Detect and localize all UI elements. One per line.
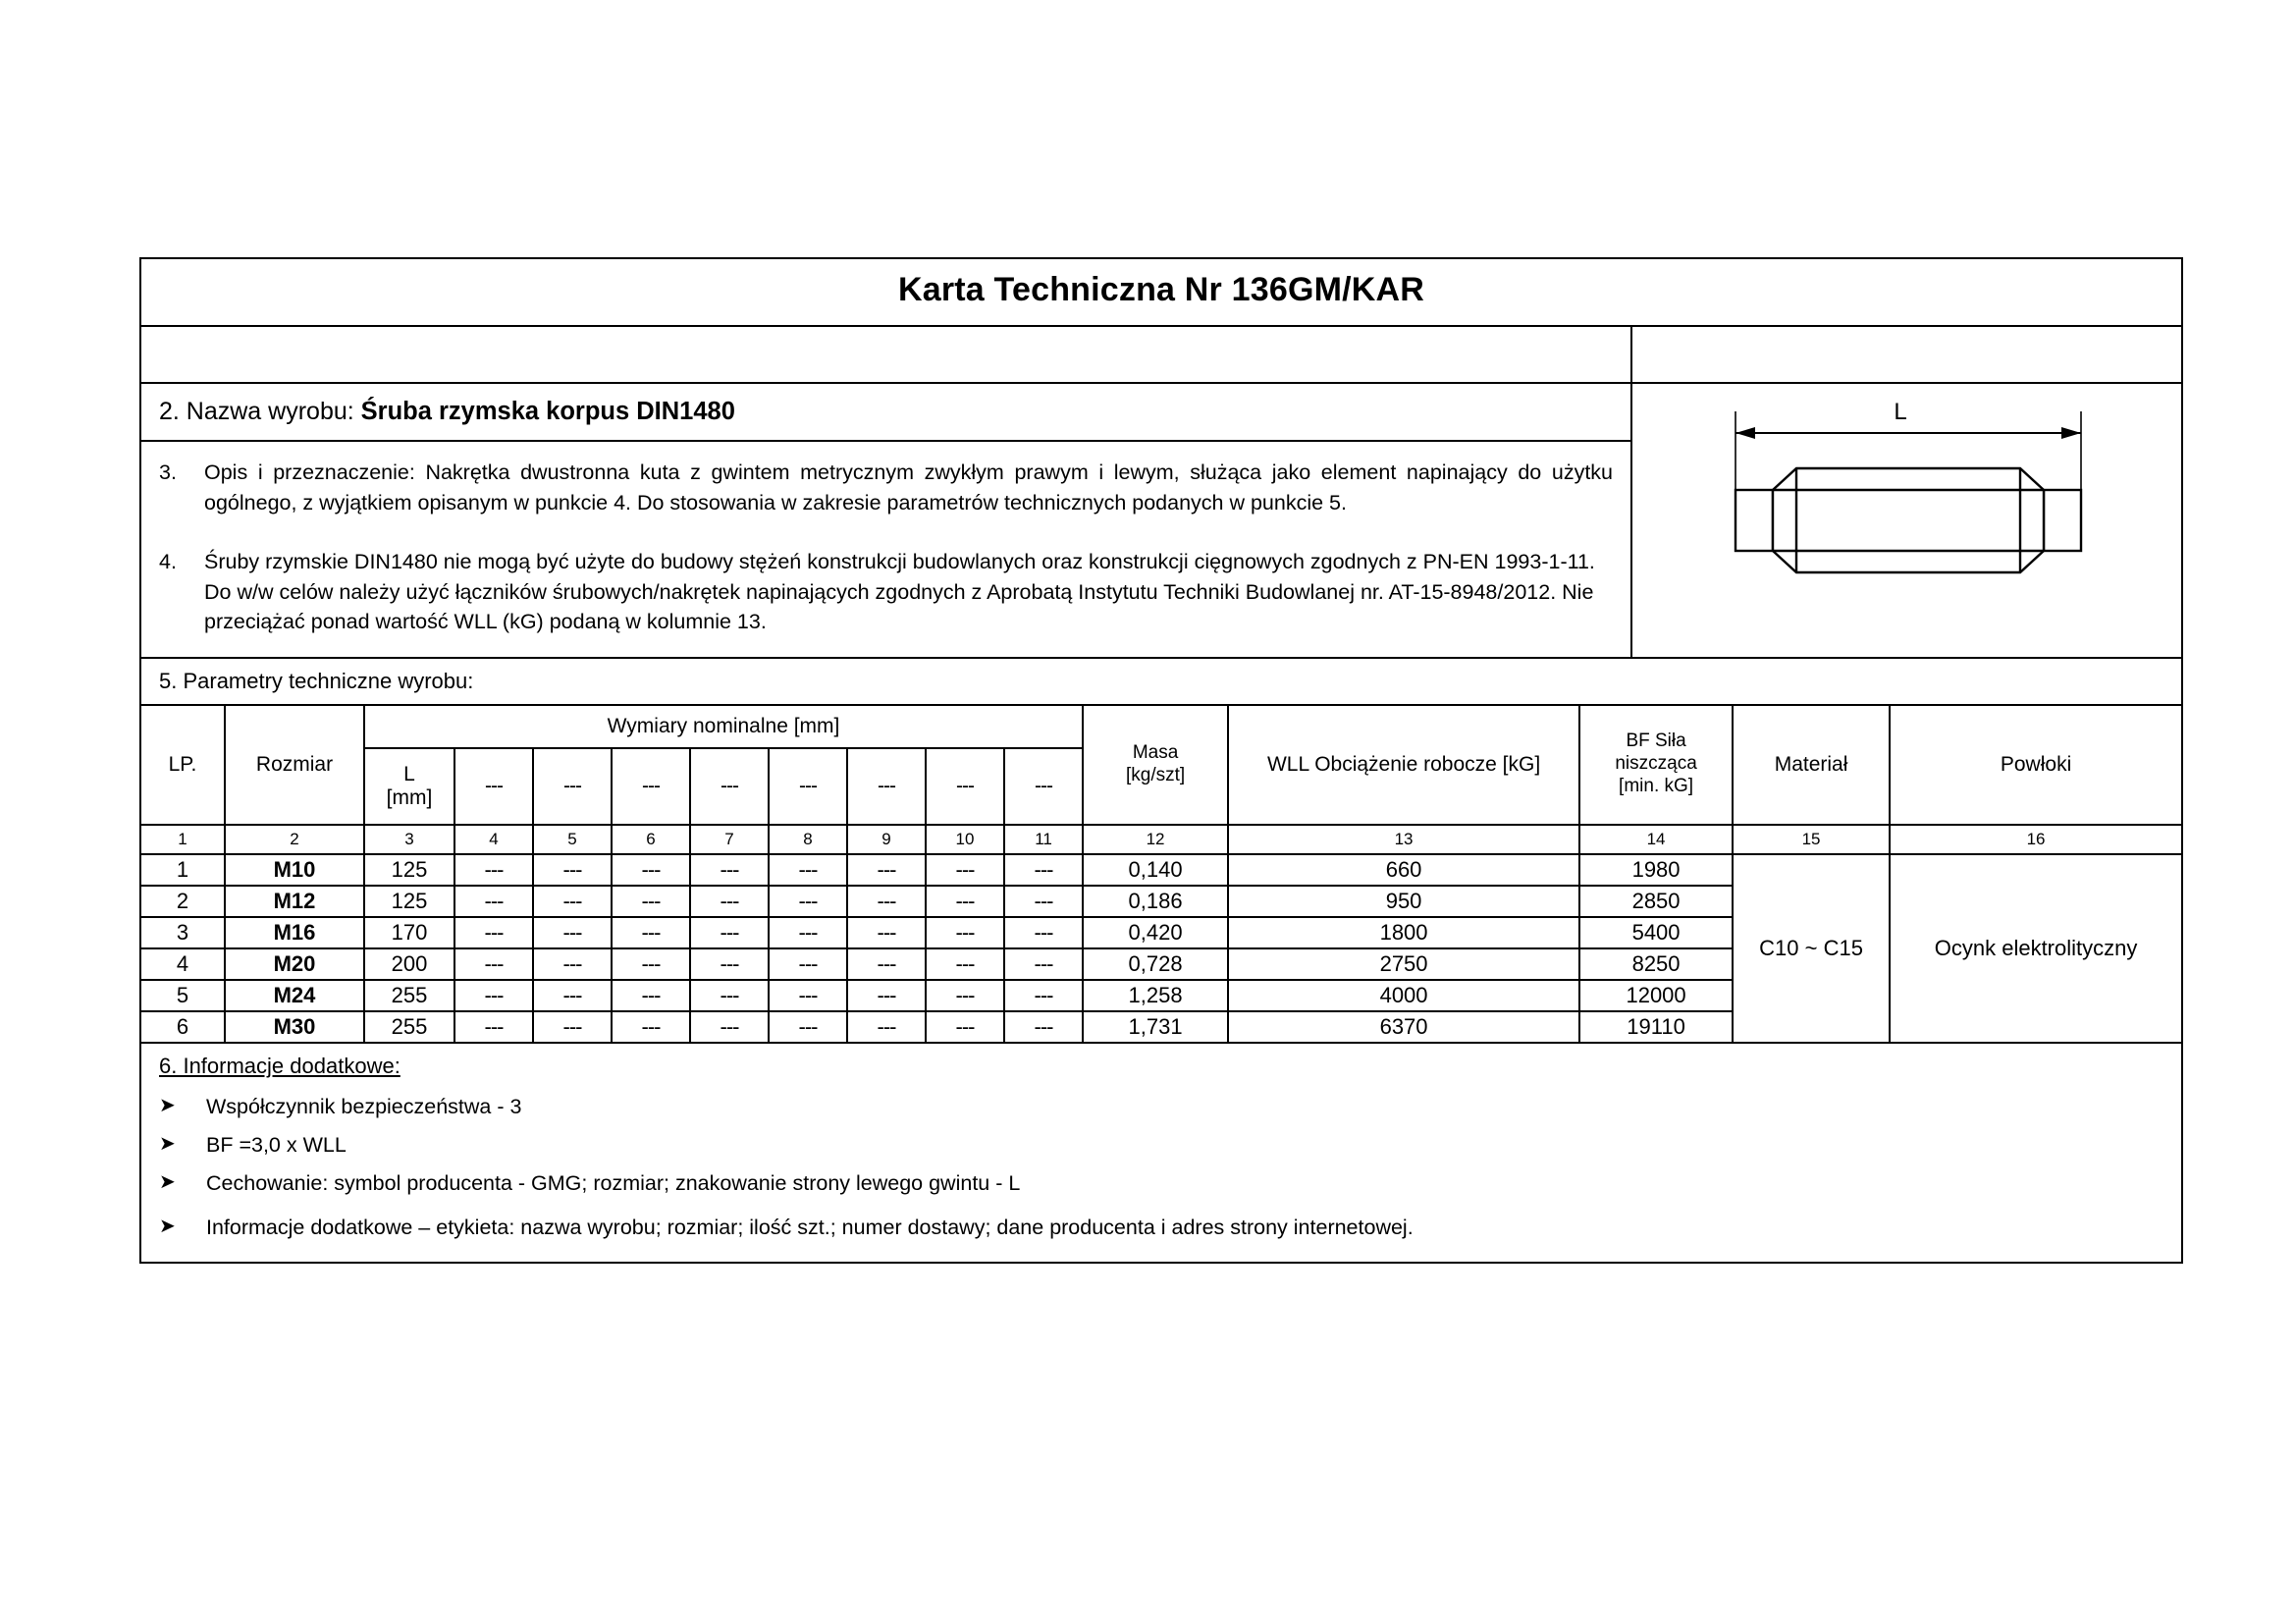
cell-d4: ---: [454, 854, 533, 886]
header-lp: LP.: [140, 705, 225, 825]
header-dash-10: ---: [926, 748, 1004, 825]
cell-rozmiar: M24: [225, 980, 364, 1011]
section6-row: [140, 1043, 2182, 1263]
cell-bf: 12000: [1579, 980, 1733, 1011]
params-column-number-row: [140, 825, 2182, 854]
header-dash-11: ---: [1004, 748, 1083, 825]
paragraph-4-body: [204, 547, 1613, 637]
header-group-wymiary: Wymiary nominalne [mm]: [364, 705, 1083, 748]
cell-d5: ---: [533, 948, 612, 980]
cell-d6: ---: [612, 980, 690, 1011]
paragraph-3-body: [204, 458, 1613, 517]
cell-l: 255: [364, 980, 454, 1011]
header-masa-line1: Masa: [1132, 741, 1179, 763]
product-name-value: Śruba rzymska korpus DIN1480: [360, 398, 735, 425]
cell-d10: ---: [926, 980, 1004, 1011]
header-l-line2: [mm]: [386, 785, 433, 809]
cell-rozmiar: M12: [225, 886, 364, 917]
cell-l: 255: [364, 1011, 454, 1043]
header-l-mm: [364, 748, 454, 825]
cell-bf: 5400: [1579, 917, 1733, 948]
blank-cell-left: [140, 326, 1631, 383]
header-rozmiar: Rozmiar: [225, 705, 364, 825]
cell-bf: 8250: [1579, 948, 1733, 980]
cell-d7: ---: [690, 917, 769, 948]
cell-l: 125: [364, 886, 454, 917]
header-masa: [1083, 705, 1228, 825]
header-dash-9: ---: [847, 748, 926, 825]
blank-cell-right: [1631, 326, 2182, 383]
colnum-8: 8: [769, 825, 847, 854]
paragraph-3: [159, 458, 1613, 517]
cell-rozmiar: M16: [225, 917, 364, 948]
cell-d4: ---: [454, 948, 533, 980]
title-row: [140, 258, 2182, 326]
cell-lp: 5: [140, 980, 225, 1011]
cell-l: 200: [364, 948, 454, 980]
chevron-bullet-icon: ➤: [159, 1170, 176, 1193]
list-item: [159, 1216, 2181, 1240]
cell-d11: ---: [1004, 917, 1083, 948]
header-l-line1: L: [403, 762, 415, 785]
header-dash-4: ---: [454, 748, 533, 825]
header-powloki: Powłoki: [1890, 705, 2182, 825]
colnum-12: 12: [1083, 825, 1228, 854]
description-cell: [140, 441, 1631, 658]
list-item-label: BF =3,0 x WLL: [206, 1132, 347, 1157]
header-material: Materiał: [1733, 705, 1890, 825]
section6-cell: [140, 1043, 2182, 1263]
cell-d5: ---: [533, 980, 612, 1011]
cell-bf: 1980: [1579, 854, 1733, 886]
parameters-table: [139, 704, 2183, 1044]
cell-d7: ---: [690, 1011, 769, 1043]
colnum-11: 11: [1004, 825, 1083, 854]
colnum-5: 5: [533, 825, 612, 854]
cell-d7: ---: [690, 886, 769, 917]
technical-datasheet: [139, 257, 2181, 1264]
cell-d9: ---: [847, 948, 926, 980]
cell-d10: ---: [926, 886, 1004, 917]
colnum-14: 14: [1579, 825, 1733, 854]
cell-powloki: Ocynk elektrolityczny: [1890, 854, 2182, 1043]
list-item: [159, 1133, 2181, 1158]
blank-band-row: [140, 326, 2182, 383]
cell-d11: ---: [1004, 854, 1083, 886]
body-block: [139, 382, 2183, 659]
chevron-bullet-icon: ➤: [159, 1215, 176, 1237]
colnum-16: 16: [1890, 825, 2182, 854]
product-drawing-cell: [1631, 383, 2182, 658]
colnum-13: 13: [1228, 825, 1579, 854]
cell-d6: ---: [612, 886, 690, 917]
cell-l: 125: [364, 854, 454, 886]
list-item-label: Informacje dodatkowe – etykieta: nazwa wyrobu; rozmiar; ilość szt.; numer dostawy; dane producenta i adres strony internetowej.: [206, 1215, 1414, 1239]
cell-d5: ---: [533, 917, 612, 948]
cell-wll: 2750: [1228, 948, 1579, 980]
paragraph-4: [159, 547, 1613, 637]
cell-lp: 6: [140, 1011, 225, 1043]
cell-d9: ---: [847, 886, 926, 917]
colnum-10: 10: [926, 825, 1004, 854]
cell-lp: 2: [140, 886, 225, 917]
header-dash-6: ---: [612, 748, 690, 825]
cell-d9: ---: [847, 917, 926, 948]
cell-d10: ---: [926, 917, 1004, 948]
cell-wll: 1800: [1228, 917, 1579, 948]
colnum-1: 1: [140, 825, 225, 854]
colnum-6: 6: [612, 825, 690, 854]
header-bf-line3: [min. kG]: [1619, 775, 1694, 796]
header-bf-line1: BF Siła: [1626, 730, 1686, 752]
drawing-wrapper: [1632, 384, 2181, 620]
cell-d9: ---: [847, 980, 926, 1011]
cell-masa: 0,420: [1083, 917, 1228, 948]
header-masa-line2: [kg/szt]: [1125, 764, 1186, 785]
colnum-3: 3: [364, 825, 454, 854]
header-block: [139, 257, 2183, 384]
cell-d7: ---: [690, 854, 769, 886]
cell-d6: ---: [612, 917, 690, 948]
cell-l: 170: [364, 917, 454, 948]
cell-d8: ---: [769, 980, 847, 1011]
list-item-label: Cechowanie: symbol producenta - GMG; rozmiar; znakowanie strony lewego gwintu - L: [206, 1170, 1021, 1195]
cell-masa: 0,186: [1083, 886, 1228, 917]
cell-lp: 4: [140, 948, 225, 980]
cell-d8: ---: [769, 854, 847, 886]
cell-d7: ---: [690, 980, 769, 1011]
cell-lp: 1: [140, 854, 225, 886]
cell-d8: ---: [769, 948, 847, 980]
cell-d8: ---: [769, 886, 847, 917]
cell-d5: ---: [533, 886, 612, 917]
paragraph-3-text: Opis i przeznaczenie: Nakrętka dwustronna kuta z gwintem metrycznym zwykłym prawym i lewym, służąca jako element napinający do użytku ogólnego, z wyjątkiem opisanym w punkcie 4. Do stosowania w zakresie parametrów technicznych podanych w punkcie 5.: [204, 460, 1613, 514]
header-wll: WLL Obciążenie robocze [kG]: [1228, 705, 1579, 825]
paragraph-4-text: Śruby rzymskie DIN1480 nie mogą być użyte do budowy stężeń konstrukcji budowlanych oraz konstrukcji cięgnowych zgodnych z PN-EN 1993-1-11. Do w/w celów należy użyć łączników śrubowych/nakrętek napinających zgodnych z Aprobatą Instytutu Techniki Budowlanej nr. AT-15-8948/2012. Nie przeciążać ponad wartość WLL (kG) podaną w kolumnie 13.: [204, 550, 1595, 634]
cell-masa: 1,731: [1083, 1011, 1228, 1043]
chevron-bullet-icon: ➤: [159, 1132, 176, 1155]
cell-d9: ---: [847, 854, 926, 886]
chevron-bullet-icon: ➤: [159, 1094, 176, 1116]
cell-d8: ---: [769, 1011, 847, 1043]
colnum-7: 7: [690, 825, 769, 854]
section5-label-block: [139, 657, 2183, 706]
cell-d10: ---: [926, 1011, 1004, 1043]
cell-d4: ---: [454, 1011, 533, 1043]
table-row: [140, 854, 2182, 886]
cell-d11: ---: [1004, 980, 1083, 1011]
cell-rozmiar: M20: [225, 948, 364, 980]
section5-label: 5. Parametry techniczne wyrobu:: [159, 668, 474, 693]
page-title: Karta Techniczna Nr 136GM/KAR: [897, 271, 1425, 308]
cell-wll: 4000: [1228, 980, 1579, 1011]
paragraph-4-number: 4.: [159, 550, 177, 574]
cell-lp: 3: [140, 917, 225, 948]
colnum-15: 15: [1733, 825, 1890, 854]
product-name-label: 2. Nazwa wyrobu:: [159, 398, 354, 425]
params-group-header-row: [140, 705, 2182, 748]
cell-wll: 6370: [1228, 1011, 1579, 1043]
header-bf: [1579, 705, 1733, 825]
cell-d9: ---: [847, 1011, 926, 1043]
cell-d4: ---: [454, 980, 533, 1011]
turnbuckle-body-drawing: [1677, 384, 2138, 620]
cell-d11: ---: [1004, 1011, 1083, 1043]
cell-wll: 950: [1228, 886, 1579, 917]
header-dash-8: ---: [769, 748, 847, 825]
cell-masa: 0,140: [1083, 854, 1228, 886]
title-cell: [140, 258, 2182, 326]
header-dash-5: ---: [533, 748, 612, 825]
cell-d8: ---: [769, 917, 847, 948]
section6-title: 6. Informacje dodatkowe:: [159, 1053, 400, 1078]
cell-bf: 19110: [1579, 1011, 1733, 1043]
cell-d6: ---: [612, 854, 690, 886]
product-name-row: [140, 383, 2182, 441]
cell-d6: ---: [612, 1011, 690, 1043]
cell-masa: 1,258: [1083, 980, 1228, 1011]
cell-d11: ---: [1004, 948, 1083, 980]
cell-material: C10 ~ C15: [1733, 854, 1890, 1043]
list-item-label: Współczynnik bezpieczeństwa - 3: [206, 1094, 522, 1118]
header-dash-7: ---: [690, 748, 769, 825]
header-bf-line2: niszcząca: [1615, 753, 1697, 775]
section5-label-row: [140, 658, 2182, 705]
cell-d10: ---: [926, 948, 1004, 980]
colnum-9: 9: [847, 825, 926, 854]
colnum-2: 2: [225, 825, 364, 854]
product-name-line: [159, 398, 1630, 426]
cell-masa: 0,728: [1083, 948, 1228, 980]
cell-wll: 660: [1228, 854, 1579, 886]
paragraph-3-number: 3.: [159, 460, 177, 484]
section6-block: [139, 1042, 2183, 1264]
dimension-label-L: L: [1893, 399, 1907, 425]
cell-d6: ---: [612, 948, 690, 980]
cell-d4: ---: [454, 886, 533, 917]
cell-d5: ---: [533, 1011, 612, 1043]
product-name-cell: [140, 383, 1631, 441]
cell-d10: ---: [926, 854, 1004, 886]
cell-rozmiar: M30: [225, 1011, 364, 1043]
cell-d4: ---: [454, 917, 533, 948]
list-item: [159, 1095, 2181, 1119]
list-item: [159, 1171, 2181, 1196]
cell-rozmiar: M10: [225, 854, 364, 886]
section5-label-cell: [140, 658, 2182, 705]
cell-d7: ---: [690, 948, 769, 980]
colnum-4: 4: [454, 825, 533, 854]
cell-d5: ---: [533, 854, 612, 886]
cell-d11: ---: [1004, 886, 1083, 917]
cell-bf: 2850: [1579, 886, 1733, 917]
